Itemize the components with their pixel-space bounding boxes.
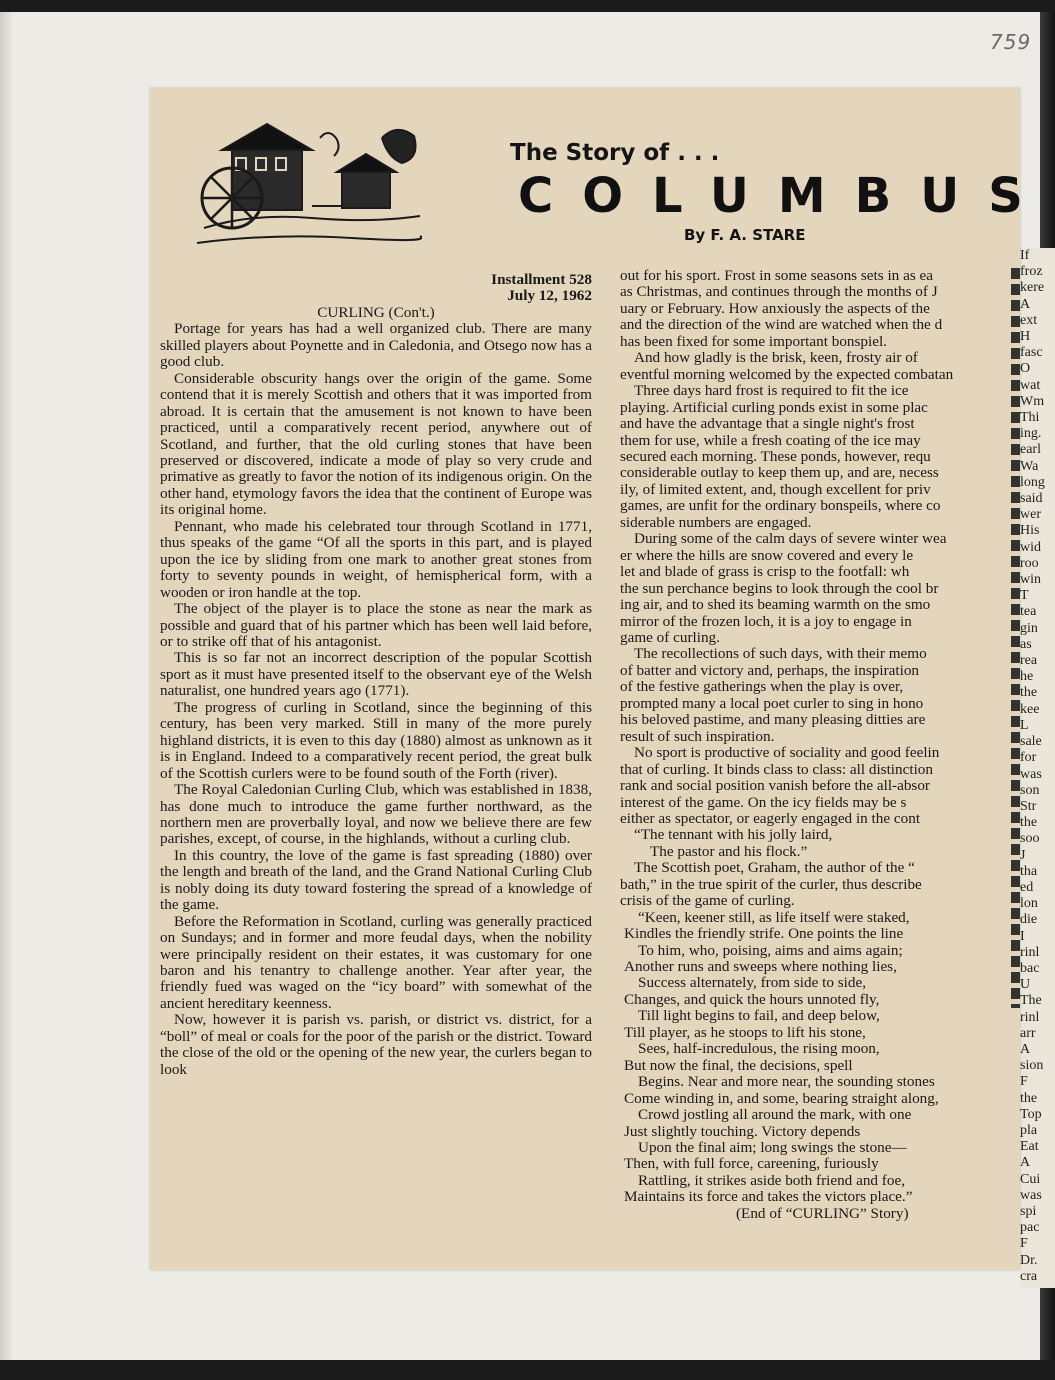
text-line: as Christmas, and continues through the months of J [620,283,938,301]
next-column-fragment: spi [1020,1203,1037,1219]
right-column [620,268,1012,1258]
installment-date: July 12, 1962 [507,287,592,305]
next-column-fragment: rea [1020,653,1038,669]
text-line: The recollections of such days, with their memo [634,645,927,663]
next-column-fragment: rinl [1020,944,1040,960]
text-line: mirror of the frozen loch, it is a joy to engage in [620,612,912,630]
left-column [160,272,592,1078]
next-column-fragment: O [1020,361,1031,377]
poem-line: Sees, half-incredulous, the rising moon, [638,1040,880,1058]
paragraph: The object of the player is to place the stone as near the mark as possible and guard that of his partner which has been well laid before, or to strike off that of his antagonist. [160,600,592,650]
text-line: either as spectator, or eagerly engaged in the cont [620,809,921,827]
next-column-fragment: Wm [1020,393,1045,409]
next-column-fragment: long [1020,474,1045,490]
paragraph: In this country, the love of the game is fast spreading (1880) over the length and breath of the land, and the Grand National Curling Club is nobly doing its duty toward fostering the spread of a knowledge of the game. [160,846,592,914]
paragraph: Considerable obscurity hangs over the origin of the game. Some contend that it is merely Scottish and others that it was imported from abroad. It is certain that the amusement is not known to have been practiced, until a comparatively recent period, anywhere out of Scotland, and further, that the old curling stones that have been preserved or discovered, indicate a mode of play so very crude and primative as greatly to favor the notion of its indigenous origin. On the other hand, etymology favors the idea that the continent of Europe was its original home. [160,369,592,519]
paragraph: The Royal Caledonian Curling Club, which was established in 1838, has done much to introduce the game further northward, as the northern men are proverbally loyal, and now we believe there are few parishes, except, of course, in the highlands, without a curling club. [160,781,592,848]
next-column-fragment: T [1020,588,1029,604]
next-column-fragment: roo [1020,555,1039,571]
text-line: “The tennant with his jolly laird, [634,826,833,844]
text-line: playing. Artificial curling ponds exist in some plac [620,398,928,416]
paragraph: Before the Reformation in Scotland, curling was generally practiced on Sundays; and in former and more feudal days, when the nobility were principally resident on their estates, it was customary for one baron and his tenantry to challenge another. Year after year, the friendly fued was waged on the “icy board” with somewhat of the ancient hereditary keenness. [160,912,592,1012]
next-column-fragment: soo [1020,831,1040,847]
next-column-fragment: kee [1020,701,1040,717]
next-column-fragment: wer [1020,507,1041,523]
next-column-fragment: kere [1020,280,1045,296]
poem-line: Till player, as he stoops to lift his stone, [624,1023,866,1041]
next-column-fragment: If [1020,248,1030,263]
next-column-fragment: L [1020,717,1029,733]
next-column-fragment: ext [1020,312,1038,328]
next-column-fragment: F [1020,1074,1028,1090]
next-column-fragment: J [1020,847,1026,863]
text-line: of the festive gatherings when the play is over, [620,678,904,696]
next-column-fragment: as [1020,636,1032,652]
page-number: 759 [990,30,1032,54]
poem-line: Rattling, it strikes aside both friend and foe, [638,1171,905,1189]
paragraph: Pennant, who made his celebrated tour through Scotland in 1771, thus speaks of the game “Of all the sports in this part, and is played upon the ice by sliding from one mark to another great stones from forty to seventy pounds in weight, of hemispherical form, with a wooden or iron handle at the top. [160,517,592,601]
next-column-fragment: the [1020,815,1038,831]
next-column-fragment: sale [1020,734,1042,750]
next-column-fragment: pla [1020,1122,1038,1138]
text-line: Three days hard frost is required to fit the ice [634,382,909,400]
next-column-fragment: F [1020,1236,1028,1252]
text-line: rank and social position vanish before the all-absor [620,777,930,795]
poem-line: Another runs and sweeps where nothing lies, [624,958,897,976]
text-line: the sun perchance begins to look through the cool br [620,579,939,597]
poem-line: Till light begins to fail, and deep below, [638,1007,880,1025]
text-line: and have the advantage that a single night's frost [620,415,915,433]
next-column-fragment: Wa [1020,458,1039,474]
text-line: out for his sport. Frost in some seasons sets in as ea [620,268,934,284]
next-column-fragment: wid [1020,539,1041,555]
next-column-fragment: ing. [1020,426,1042,442]
paragraph: Portage for years has had a well organized club. There are many skilled players about Poynette and in Caledonia, and Otsego now has a good club. [160,320,592,371]
text-line: The pastor and his flock.” [650,842,808,860]
paragraph: This is so far not an incorrect description of the popular Scottish sport as it must have presented itself to the observant eye of the Welsh naturalist, one hundred years ago (1771). [160,649,592,700]
next-column-fragment: sion [1020,1058,1044,1074]
next-column-fragment: for [1020,750,1037,766]
next-column-fragment: Eat [1020,1139,1039,1155]
text-line: During some of the calm days of severe winter wea [634,530,947,548]
next-column-fragment: Top [1020,1106,1042,1122]
next-column-fragment: lon [1020,896,1038,912]
text-line: considerable outlay to keep them up, and are, necess [620,464,939,482]
next-column-fragment: arr [1020,1025,1036,1041]
next-column-fragment: Cui [1020,1171,1041,1187]
text-line: prompted many a local poet curler to sing in hono [620,694,924,712]
poem-line: Changes, and quick the hours unnoted fly, [624,990,880,1008]
next-column-fragment: was [1020,766,1042,782]
adjacent-clipping [1020,248,1055,1288]
section-heading: CURLING (Con't.) [317,303,435,321]
cut-column-edge [1011,268,1020,1008]
text-line: games, are unfit for the ordinary bonspeils, where co [620,497,941,515]
text-line: result of such inspiration. [620,727,775,745]
poem-line: Begins. Near and more near, the sounding stones [638,1073,935,1091]
poem-line: Come winding in, and some, bearing straight along, [624,1089,939,1107]
text-line: siderable numbers are engaged. [620,513,812,531]
text-line: And how gladly is the brisk, keen, frosty air of [634,349,918,367]
poem-line: “Keen, keener still, as life itself were staked, [638,908,910,926]
text-line: ily, of limited extent, and, though excellent for priv [620,480,931,498]
installment-number: Installment 528 [491,271,592,288]
text-line: uary or February. How anxiously the aspects of the [620,299,930,317]
paragraph: The progress of curling in Scotland, since the beginning of this century, has been very marked. Still in many of the more purely highland districts, it is even to this day (1880) almost as unknown as it is in England. Indeed to a comparatively recent period, the great bulk of the Scottish curlers were to be found south of the Forth (river). [160,698,592,782]
next-column-fragment: gin [1020,620,1038,636]
poem-line: Kindles the friendly strife. One points the line [624,925,904,943]
next-column-fragment: tea [1020,604,1037,620]
next-column-fragment: son [1020,782,1040,798]
next-column-fragment: froz [1020,264,1043,280]
next-column-fragment: A [1020,1041,1031,1057]
poem-line: But now the final, the decisions, spell [624,1056,853,1074]
next-column-fragment: bac [1020,960,1040,976]
paragraph: Now, however it is parish vs. parish, or district vs. district, for a “boll” of meal or coals for the poor of the parish or the district. Toward the close of the old or the opening of the new year, the curlers began to look [160,1011,592,1078]
story-title: COLUMBUS [518,168,1052,224]
text-line: er where the hills are snow covered and every le [620,546,914,564]
next-column-fragment: die [1020,912,1038,928]
next-column-fragment: was [1020,1187,1042,1203]
byline: By F. A. STARE [684,226,806,244]
text-line: No sport is productive of sociality and good feelin [634,744,940,762]
next-column-fragment: the [1020,1090,1038,1106]
next-column-fragment: A [1020,1155,1031,1171]
poem-line: Then, with full force, careening, furiously [624,1155,879,1173]
end-note: (End of “CURLING” Story) [736,1204,909,1222]
text-line: eventful morning welcomed by the expected combatan [620,365,954,383]
next-column-fragment: His [1020,523,1040,539]
next-column-fragment: H [1020,329,1031,345]
text-line: interest of the game. On the icy fields may be s [620,793,907,811]
text-line: them for use, while a fresh coating of the ice may [620,431,921,449]
next-column-fragment: Str [1020,798,1037,814]
next-column-fragment: win [1020,572,1041,588]
text-line: bath,” in the true spirit of the curler, thus describe [620,875,922,893]
poem-line: Maintains its force and takes the victors place.” [624,1188,913,1206]
text-line: The Scottish poet, Graham, the author of the “ [634,859,915,877]
story-heading: The Story of . . . [510,140,720,166]
text-line: of batter and victory and, perhaps, the inspiration [620,661,920,679]
mill-illustration [192,118,422,258]
next-column-fragment: ed [1020,879,1034,895]
poem-line: Upon the final aim; long swings the stone— [638,1139,907,1157]
next-column-fragment: Dr. [1020,1252,1038,1268]
next-column-fragment: said [1020,491,1043,507]
text-line: and the direction of the wind are watched when the d [620,316,943,334]
text-line: let and blade of grass is crisp to the footfall: wh [620,563,910,581]
text-line: crisis of the game of curling. [620,892,795,910]
next-column-fragment: the [1020,685,1038,701]
next-column-fragment: rinl [1020,1009,1040,1025]
poem-line: Success alternately, from side to side, [638,974,867,992]
poem-line: To him, who, poising, aims and aims again; [638,941,903,959]
next-column-fragment: The [1020,993,1042,1009]
next-column-fragment: Thi [1020,410,1040,426]
text-line: game of curling. [620,628,720,646]
next-column-fragment: U [1020,977,1031,993]
next-column-fragment: pac [1020,1220,1040,1236]
next-column-fragment: I [1020,928,1025,944]
text-line: ing air, and to shed its beaming warmth on the smo [620,596,931,614]
text-line: his beloved pastime, and many pleasing ditties are [620,711,926,729]
poem-line: Crowd jostling all around the mark, with one [638,1106,912,1124]
next-column-fragment: A [1020,296,1031,312]
next-column-fragment: wat [1020,377,1041,393]
poem-line: Just slightly touching. Victory depends [624,1122,861,1140]
next-column-fragment: cra [1020,1268,1038,1284]
text-line: that of curling. It binds class to class: all distinction [620,760,933,778]
next-column-fragment: he [1020,669,1034,685]
text-line: has been fixed for some important bonspiel. [620,332,887,350]
next-column-fragment: tha [1020,863,1038,879]
next-column-fragment: fasc [1020,345,1043,361]
text-line: secured each morning. These ponds, however, requ [620,447,931,465]
next-column-fragment: earl [1020,442,1041,458]
